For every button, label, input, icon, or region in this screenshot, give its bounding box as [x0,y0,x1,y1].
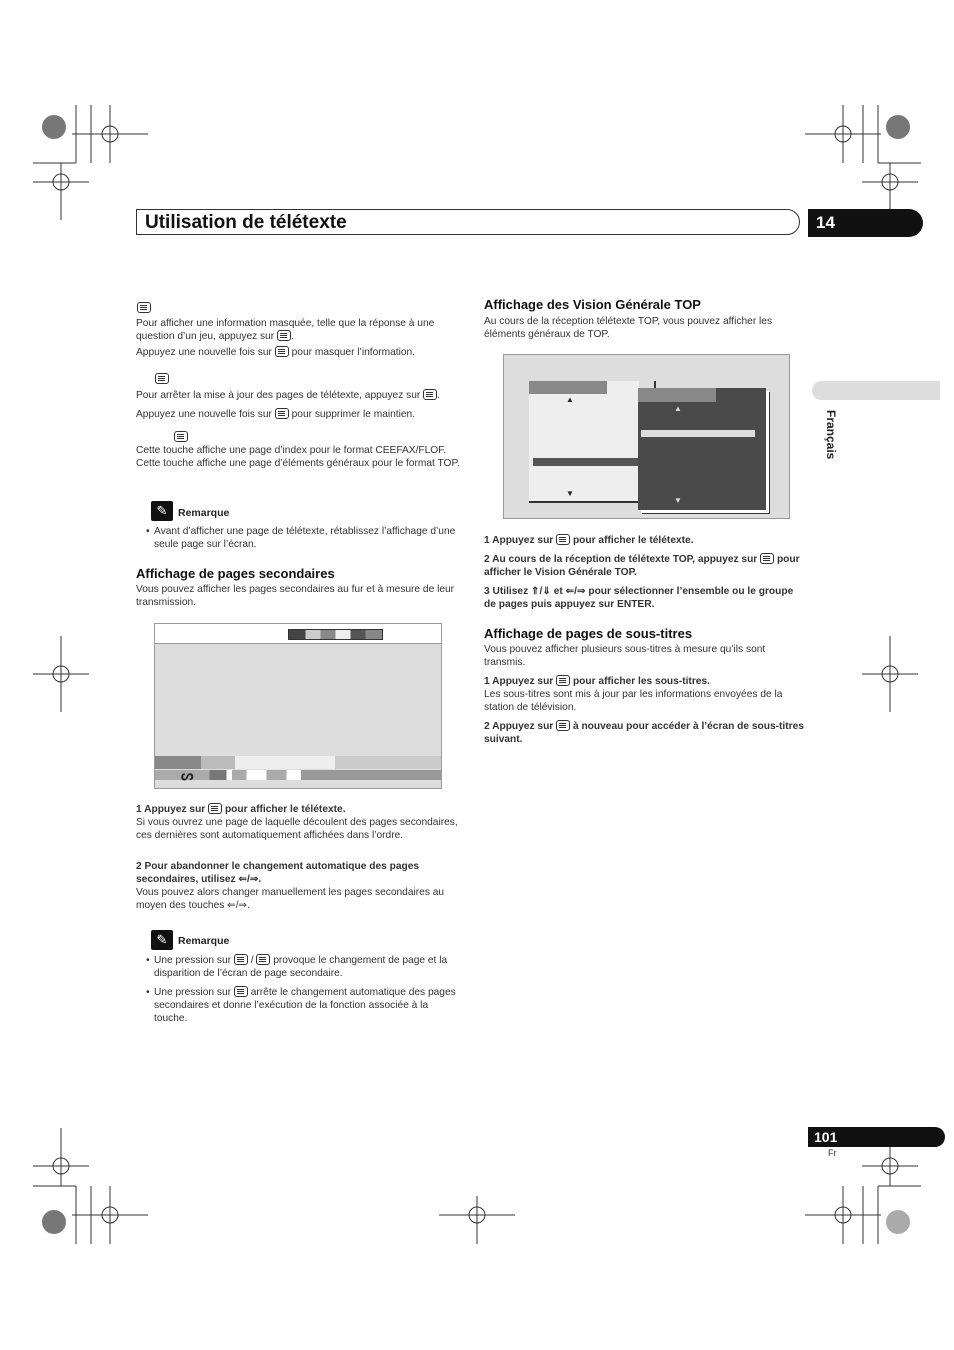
hold-text: Pour arrêter la mise à jour des pages de télétexte, appuyez sur [136,390,421,401]
group-list-selection [641,430,755,437]
chapter-number-badge [808,209,923,237]
top-step1a: 1 Appuyez sur [484,535,554,546]
page-number: 101 [814,1129,838,1145]
language-code: Fr [828,1148,837,1158]
hold-paragraph-2 [136,408,462,421]
hold-key-icon [234,986,248,997]
reveal-text-2b: pour masquer l’information. [291,347,416,358]
up-arrow-icon: ▲ [566,395,574,404]
top-step3: 3 Utilisez ⇑/⇓ et ⇐/⇒ pour sélectionner l’ensemble ou le groupe de pages puis appuyez sur ENTER. [484,586,794,610]
language-tab [812,381,940,400]
teletext-key-icon [556,534,570,545]
group-list-panel [638,388,766,510]
reveal-paragraph: Pour afficher une information masquée, telle que la réponse à une question d’un jeu, appuyez sur . [136,318,435,342]
chapter-number: 14 [816,213,835,232]
page-number-badge [808,1127,945,1147]
up-arrow-icon: ▲ [674,404,682,413]
reveal-text: Pour afficher une information masquée, telle que la réponse à une question d’un jeu, appuyez sur [136,318,435,342]
subtitles-step1 [484,675,804,688]
chapter-header [136,209,800,235]
top-overview-heading: Affichage des Vision Générale TOP [484,297,701,312]
block-list-selection [533,458,639,466]
hold-text-2a: Appuyez une nouvelle fois sur [136,409,272,420]
subtitles-step1-body: Les sous-titres sont mis à jour par les informations envoyées de la station de télévision. [484,689,783,713]
subtitles-heading: Affichage de pages de sous-titres [484,626,693,641]
next-page-key-icon [234,954,248,965]
sub-step2a: 2 Appuyez sur [484,721,554,732]
note2-b2b: arrête le changement automatique des pages secondaires et donne l’exécution de la fonction associée à la touche. [154,987,456,1024]
step1-tail: pour afficher le télétexte. [224,804,346,815]
teletext-key-icon [208,803,222,814]
hold-key-icon [423,389,437,400]
note-bullet: • Avant d’afficher une page de télétexte, rétablissez l’affichage d’une seule page sur l’écran. [146,525,462,551]
sub-step1a: 1 Appuyez sur [484,676,554,687]
down-arrow-icon: ▼ [566,489,574,498]
note2-bullet-1: • Une pression sur / provoque le changement de page et la disparition de l’écran de page secondaire. [146,955,448,979]
prev-page-key-icon [256,954,270,965]
top-step2a: 2 Au cours de la réception de télétexte TOP, appuyez sur [484,554,758,565]
index-paragraph [136,444,464,470]
subtitle-key-icon [556,720,570,731]
hold-paragraph: Pour arrêter la mise à jour des pages de télétexte, appuyez sur . [136,390,440,401]
sub-step1b: pour afficher les sous-titres. [572,676,710,687]
note2-bullet-2: • Une pression sur arrête le changement automatique des pages secondaires et donne l’exécution de la fonction associée à la touche. [146,987,456,1024]
subpages-step2-body: Vous pouvez alors changer manuellement les pages secondaires au moyen des touches ⇐/⇒. [136,887,445,911]
reveal-key-icon [277,330,291,341]
color-page-bar [288,629,383,640]
note2-b1c: provoque le changement de page et la disparition de l’écran de page secondaire. [154,955,448,979]
down-arrow-icon: ▼ [674,496,682,505]
subtitles-intro: Vous pouvez afficher plusieurs sous-titres à mesure qu’ils sont transmis. [484,644,766,668]
block-list-panel [529,381,639,503]
page-title: Utilisation de télétexte [145,212,347,233]
note2-b1a: Une pression sur [154,955,232,966]
subtitle-key-icon [556,675,570,686]
note-title-2: Remarque [178,935,230,947]
reveal-key-icon [275,346,289,357]
group-list-header [638,388,716,402]
reveal-key-icon [137,302,151,313]
top-step1 [484,534,804,547]
step1-label: 1 Appuyez sur [136,804,206,815]
top-step2 [484,553,804,579]
top-step2b: pour afficher le Vision Générale TOP. [484,554,800,578]
rotate-icon: ᔕ [181,767,194,783]
subpages-step1-body: Si vous ouvrez une page de laquelle découlent des pages secondaires, ces dernières sont automatiquement affichées dans l’ordre. [136,817,458,841]
top-step1b: pour afficher le télétexte. [572,535,694,546]
note-title: Remarque [178,507,230,519]
subpage-number-bar [155,770,441,780]
hold-key-icon [275,408,289,419]
subpage-screen-illustration [154,623,442,789]
subpages-step1 [136,803,462,816]
index-key-icon [760,553,774,564]
language-label: Français [824,410,838,460]
subpages-heading: Affichage de pages secondaires [136,566,335,581]
subpage-index-bar [155,756,441,769]
note-bullet-text: Avant d’afficher une page de télétexte, rétablissez l’affichage d’une seule page sur l’écran. [154,526,456,550]
note2-b1b: / [250,955,254,966]
index-text-2: Cette touche affiche une page d’éléments généraux pour le format TOP. [136,458,460,469]
subpages-step2: 2 Pour abandonner le changement automatique des pages secondaires, utilisez ⇐/⇒. [136,861,420,885]
index-key-icon [174,431,188,442]
reveal-paragraph-2 [136,346,462,359]
sub-step2b: à nouveau pour accéder à l’écran de sous-titres suivant. [484,721,804,745]
block-list-header [529,381,607,394]
hold-text-2b: pour supprimer le maintien. [291,409,416,420]
top-overview-screen-illustration [503,354,790,519]
note-pencil-icon: ✎ [151,930,173,950]
subpages-intro: Vous pouvez afficher les pages secondaires au fur et à mesure de leur transmission. [136,584,455,608]
top-overview-intro: Au cours de la réception télétexte TOP, vous pouvez afficher les éléments généraux de TOP. [484,316,773,340]
index-text-1: Cette touche affiche une page d’index pour le format CEEFAX/FLOF. [136,445,447,456]
note2-b2a: Une pression sur [154,987,232,998]
note-pencil-icon: ✎ [151,501,173,521]
reveal-text-2a: Appuyez une nouvelle fois sur [136,347,272,358]
subtitles-step2 [484,720,804,746]
hold-key-icon [155,373,169,384]
